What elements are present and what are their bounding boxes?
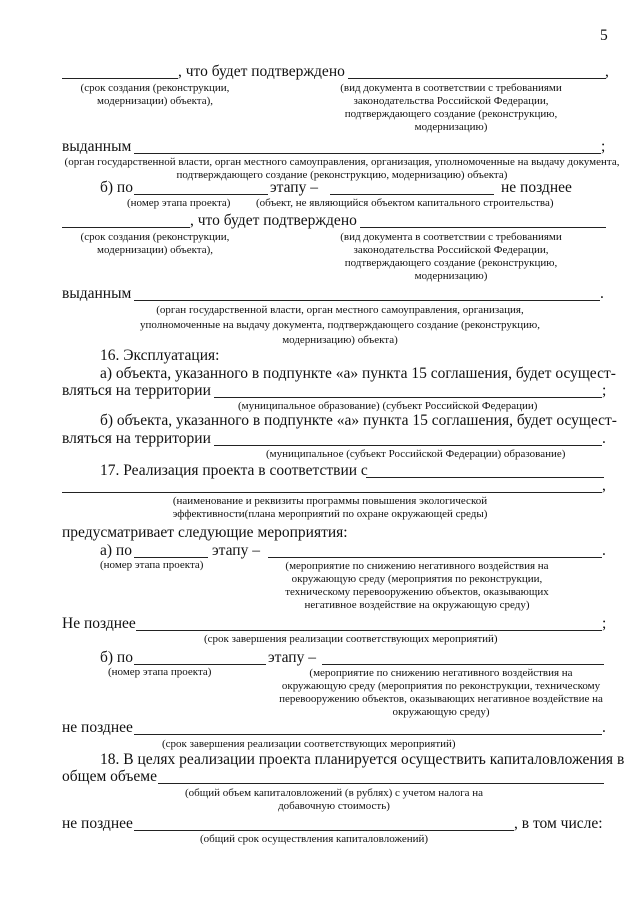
s17-not-later-cap: Не позднее [62, 615, 136, 632]
stage-caption: (номер этапа проекта) [127, 197, 231, 209]
section-17-heading: 17. Реализация проекта в соответствии с [100, 462, 368, 479]
s17-b-label: б) по [100, 649, 133, 666]
s16-b-line1: б) объекта, указанного в подпункте «а» пункта 15 соглашения, будет осущест- [100, 412, 617, 429]
s17-a-stage-line [134, 557, 208, 558]
s17-b-stage-line [134, 664, 266, 665]
s17-b-deadline-line [134, 734, 602, 735]
s17-a-stage-caption: (номер этапа проекта) [100, 559, 204, 571]
s18-volume-caption: (общий объем капиталовложений (в рублях) с учетом налога на добавочную стоимость) [184, 787, 484, 812]
s17-a-measure-line [268, 557, 602, 558]
document-caption: (вид документа в соответствии с требованиями законодательства Российской Федерации, подтверждающего создание (реконструкцию, модернизацию) [340, 82, 562, 133]
s18-term-caption: (общий срок осуществления капиталовложений) [200, 833, 429, 845]
s17-program-line-2 [62, 492, 602, 493]
document-blank-line [348, 78, 606, 79]
s16-a-caption: (муниципальное образование) (субъект Российской Федерации) [238, 400, 538, 412]
section-16-heading: 16. Эксплуатация: [100, 347, 220, 364]
s17-b-measure-line [322, 664, 604, 665]
s17-a-label: а) по [100, 542, 132, 559]
page-number: 5 [600, 27, 608, 44]
s17-b-stage-label: этапу – [268, 649, 316, 666]
s16-b-caption: (муниципальное (субъект Российской Федерации) образование) [266, 448, 566, 460]
s17-a-deadline-line [136, 630, 602, 631]
issuer-blank-line [134, 153, 601, 154]
term-blank-line [62, 78, 178, 79]
s17-b-deadline-caption: (срок завершения реализации соответствующих мероприятий) [162, 738, 456, 750]
s16-a-line1: а) объекта, указанного в подпункте «а» пункта 15 соглашения, будет осущест- [100, 365, 616, 382]
s17-b-measure-caption: (мероприятие по снижению негативного воздействия на окружающую среду (мероприятия по реконструкции, техническому перевооружению объектов, оказывающих негативное воздействие на окружающую среду) [279, 667, 603, 718]
s17-program-line-1 [366, 477, 604, 478]
s17-provides: предусматривает следующие мероприятия: [62, 524, 348, 541]
issued-label-2: выданным [62, 285, 132, 302]
term-blank-line-2 [62, 227, 190, 228]
s18-line1: 18. В целях реализации проекта планируется осуществить капиталовложения в [100, 751, 625, 768]
s17-a-measure-caption: (мероприятие по снижению негативного воздействия на окружающую среду (мероприятия по реконструкции, техническому перевооружению объектов, оказывающих негативное воздействие на окружающую среду) [285, 560, 549, 611]
s18-volume-line [158, 783, 604, 784]
confirm-text-2: , что будет подтверждено [190, 212, 357, 229]
s18-not-later: не позднее [62, 815, 133, 832]
authority-caption: (орган государственной власти, орган местного самоуправления, организация, уполномоченные на выдачу документа, подтверждающего создание (реконструкцию, модернизацию) объекта) [64, 156, 620, 181]
s18-term-line [134, 830, 514, 831]
term-caption: (срок создания (реконструкции, модернизации) объекта), [80, 82, 230, 107]
stage-blank-line [134, 194, 268, 195]
item-b-label: б) по [100, 179, 133, 196]
s16-b-line2: вляться на территории [62, 430, 211, 447]
s18-including: , в том числе: [514, 815, 603, 832]
authority-caption-2: (орган государственной власти, орган местного самоуправления, организация, уполномоченные на выдачу документа, подтверждающего создание (реконструкцию, модернизацию) объекта) [140, 304, 540, 346]
term-caption-2: (срок создания (реконструкции, модернизации) объекта), [80, 231, 230, 256]
s18-line2: общем объеме [62, 768, 157, 785]
object-blank-line [330, 194, 494, 195]
document-caption-2: (вид документа в соответствии с требованиями законодательства Российской Федерации, подтверждающего создание (реконструкцию, модернизацию) [340, 231, 562, 282]
issued-label: выданным [62, 138, 132, 155]
s17-b-not-later: не позднее [62, 719, 133, 736]
s16-b-territory-line [214, 445, 602, 446]
s16-a-territory-line [214, 397, 602, 398]
stage-label: этапу – [270, 179, 318, 196]
issuer-blank-line-2 [134, 300, 600, 301]
s17-program-caption: (наименование и реквизиты программы повышения экологической эффективности(плана мероприятий по охране окружающей среды) [172, 495, 488, 520]
s17-b-stage-caption: (номер этапа проекта) [108, 666, 212, 678]
confirm-text: , что будет подтверждено [178, 63, 345, 80]
s17-a-deadline-caption: (срок завершения реализации соответствующих мероприятий) [204, 633, 498, 645]
s17-a-stage-label: этапу – [212, 542, 260, 559]
document-blank-line-2 [360, 227, 606, 228]
object-caption: (объект, не являющийся объектом капитального строительства) [256, 197, 554, 209]
s16-a-line2: вляться на территории [62, 382, 211, 399]
not-later-text: не позднее [501, 179, 572, 196]
